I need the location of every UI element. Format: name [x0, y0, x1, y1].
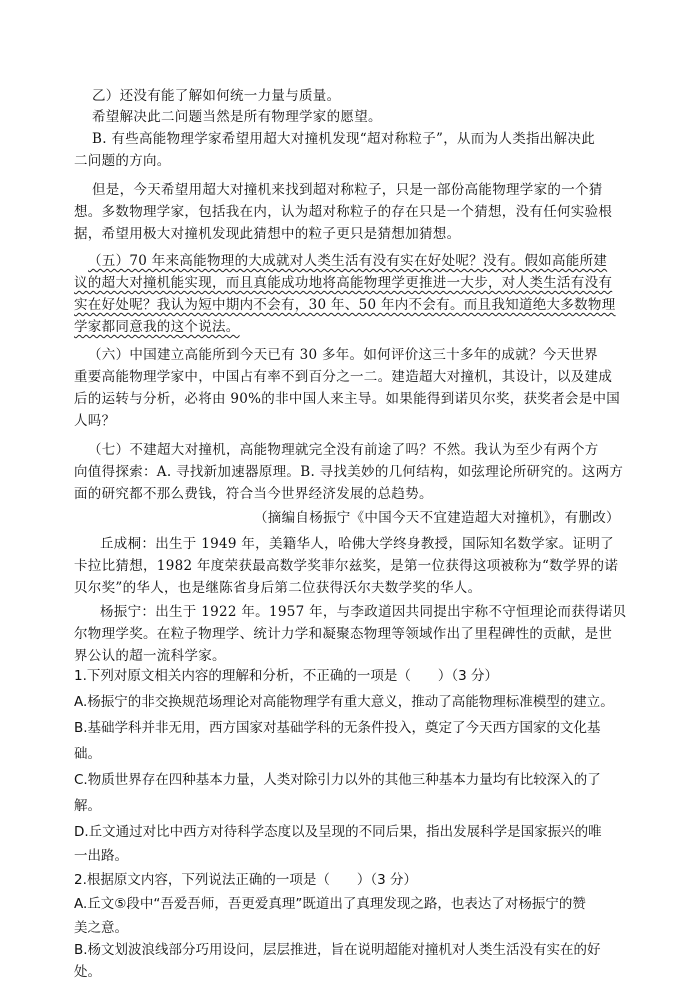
passage-line: 后的运转与分析，必将由 90%的非中国人来主导。如果能得到诺贝尔奖，获奖者会是中国: [74, 391, 621, 407]
passage-line: 面的研究都不那么费钱，符合当今世界经济发展的总趋势。: [74, 486, 433, 502]
passage-line: （六）中国建立高能所到今天已有 30 多年。如何评价这三十多年的成就？今天世界: [88, 347, 598, 363]
passage-line: 希望解决此二问题当然是所有物理学家的愿望。: [92, 109, 382, 125]
answer-option[interactable]: B.杨文划波浪线部分巧用设问，层层推进，旨在说明超能对撞机对人类生活没有实在的好: [74, 942, 601, 958]
answer-option-cont: 一出路。: [74, 848, 128, 864]
passage-line: 但是，今天希望用超大对撞机来找到超对称粒子，只是一部份高能物理学家的一个猜: [92, 182, 603, 198]
author-note: 杨振宁：出生于 1922 年。1957 年，与李政道因共同提出宇称不守恒理论而获得诺贝: [100, 604, 627, 620]
passage-line: 想。多数物理学家，包括我在内，认为超对称粒子的存在只是一个猜想，没有任何实验根: [74, 204, 613, 220]
passage-line: 人吗？: [74, 413, 116, 429]
passage-line: （七）不建超大对撞机，高能物理就完全没有前途了吗？不然。我认为至少有两个方: [88, 442, 599, 458]
passage-line-wavy: 议的超大对撞机能实现，而且真能成功地将高能物理学更推进一大步，对人类生活有没有: [74, 275, 613, 291]
question-stem: 1.下列对原文相关内容的理解和分析，不正确的一项是（ ）（3 分）: [74, 668, 499, 684]
passage-line-wavy: 学家都同意我的这个说法。: [74, 319, 240, 335]
passage-line: B. 有些高能物理学家希望用超大对撞机发现“超对称粒子”，从而为人类指出解决此: [92, 131, 596, 147]
author-note: 界公认的超一流科学家。: [74, 648, 226, 664]
passage-line: 二问题的方向。: [74, 153, 171, 169]
passage-source: （摘编自杨振宁《中国今天不宜建造超大对撞机》，有删改）: [254, 510, 620, 526]
answer-option-cont: 础。: [74, 746, 101, 762]
passage-line: 乙）还没有能了解如何统一力量与质量。: [92, 88, 341, 104]
answer-option[interactable]: A.丘文⑤段中“吾爱吾师，吾更爱真理”既道出了真理发现之路，也表达了对杨振宁的赞: [74, 896, 586, 912]
passage-line: 向值得探索：A. 寻找新加速器原理。B. 寻找美妙的几何结构，如弦理论所研究的。这两方: [74, 464, 624, 480]
answer-option-cont: 处。: [74, 964, 101, 980]
answer-option[interactable]: B.基础学科并非无用，西方国家对基础学科的无条件投入，奠定了今天西方国家的文化基: [74, 720, 601, 736]
answer-option[interactable]: C.物质世界存在四种基本力量，人类对除引力以外的其他三种基本力量均有比较深入的了: [74, 772, 601, 788]
answer-option[interactable]: A.杨振宁的非交换规范场理论对高能物理学有重大意义，推动了高能物理标准模型的建立。: [74, 694, 614, 710]
question-stem: 2.根据原文内容，下列说法正确的一项是（ ）（3 分）: [74, 872, 418, 888]
passage-line: 重要高能物理学家中，中国占有率不到百分之一二。建造超大对撞机，其设计，以及建成: [74, 369, 613, 385]
passage-line-wavy: （五）70 年来高能物理的大成就对人类生活有没有实在好处呢？没有。假如高能所建: [88, 253, 608, 269]
author-note: 卡拉比猜想，1982 年度荣获最高数学奖菲尔兹奖，是第一位获得这项被称为“数学界的诺: [74, 558, 619, 574]
author-note: 贝尔奖”的华人，也是继陈省身后第二位获得沃尔夫数学奖的华人。: [74, 580, 482, 596]
author-note: 丘成桐：出生于 1949 年，美籍华人，哈佛大学终身教授，国际知名数学家。证明了: [100, 536, 614, 552]
passage-line: 据，希望用极大对撞机发现此猜想中的粒子更只是猜想加猜想。: [74, 226, 461, 242]
author-note: 尔物理学奖。在粒子物理学、统计力学和凝聚态物理等领域作出了里程碑性的贡献，是世: [74, 626, 613, 642]
answer-option-cont: 美之意。: [74, 920, 128, 936]
answer-option[interactable]: D.丘文通过对比中西方对待科学态度以及呈现的不同后果，指出发展科学是国家振兴的唯: [74, 824, 602, 840]
passage-line-wavy: 实在好处呢？我认为短中期内不会有，30 年、50 年内不会有。而且我知道绝大多数物理: [74, 297, 616, 313]
answer-option-cont: 解。: [74, 798, 101, 814]
